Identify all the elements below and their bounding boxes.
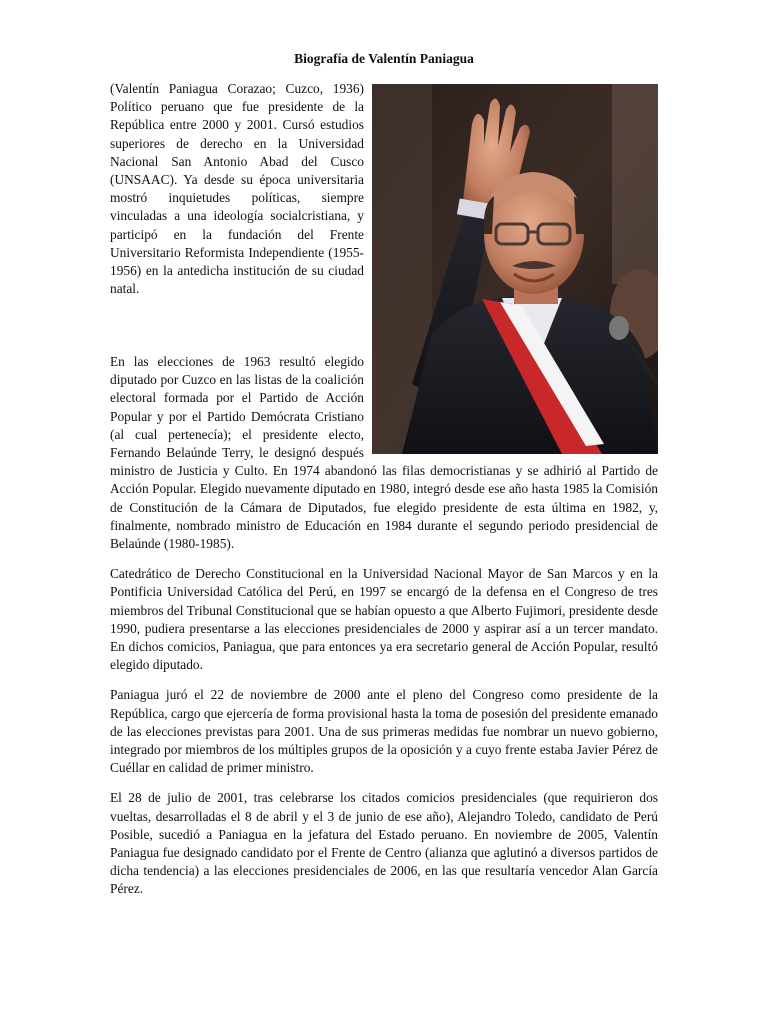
document-body — [110, 80, 658, 911]
paragraph: (Valentín Paniagua Corazao; Cuzco, 1936) Político peruano que fue presidente de la República entre 2000 y 2001. Cursó estudios superiores de derecho en la Universidad Nacional San Antonio Abad del Cusco (UNSAAC). Ya desde su época universitaria mostró inquietudes políticas, siempre vinculadas a una ideología socialcristiana, y participó en la fundación del Frente Universitario Reformista Independiente (1955-1956) en la antedicha institución de su ciudad natal. — [110, 81, 364, 297]
portrait-photo — [372, 84, 658, 454]
paragraph: Paniagua juró el 22 de noviembre de 2000 ante el pleno del Congreso como presidente de la República, cargo que ejercería de forma provisional hasta la toma de posesión del presidente emanado de las elecciones previstas para 2001. Una de sus primeras medidas fue nombrar un nuevo gobierno, integrado por miembros de los múltiples grupos de la oposición y a cuyo frente estaba Javier Pérez de Cuéllar en calidad de primer ministro. — [110, 687, 658, 776]
portrait-image — [372, 84, 658, 454]
document-title: Biografía de Valentín Paniagua — [294, 51, 474, 66]
paragraph: En las elecciones de 1963 resultó elegido diputado por Cuzco en las listas de la coalición electoral formada por el Partido de Acción Popular y por el Partido Demócrata Cristiano (al cual pertenecía); el presidente electo, Fernando Belaúnde Terry, le designó después ministro de Justicia y Culto. En 1974 abandonó las filas democristianas y se adhirió al Partido de Acción Popular. Elegido nuevamente diputado en 1980, integró desde ese año hasta 1985 la Comisión de Constitución de la Cámara de Diputados, fue elegido presidente de esta última en 1982, y, finalmente, nombrado ministro de Educación en 1984 durante el segundo periodo presidencial de Belaúnde (1980-1985). — [110, 354, 658, 552]
paragraph: El 28 de julio de 2001, tras celebrarse los citados comicios presidenciales (que requirieron dos vueltas, desarrolladas el 8 de abril y el 3 de junio de ese año), Alejandro Toledo, candidato de Perú Posible, sucedió a Paniagua en la jefatura del Estado peruano. En noviembre de 2005, Valentín Paniagua fue designado candidato por el Frente de Centro (alianza que aglutinó a diversos partidos de dicha tendencia) a las elecciones presidenciales de 2006, en las que resultaría vencedor Alan García Pérez. — [110, 790, 658, 897]
paragraph: Catedrático de Derecho Constitucional en la Universidad Nacional Mayor de San Marcos y en la Pontificia Universidad Católica del Perú, en 1997 se encargó de la defensa en el Congreso de tres miembros del Tribunal Constitucional que se habían opuesto a que Alberto Fujimori, presidente desde 1990, pudiera presentarse a las elecciones presidenciales de 2000 y aspirar así a un tercer mandato. En dichos comicios, Paniagua, que para entonces ya era secretario general de Acción Popular, resultó elegido diputado. — [110, 566, 658, 673]
